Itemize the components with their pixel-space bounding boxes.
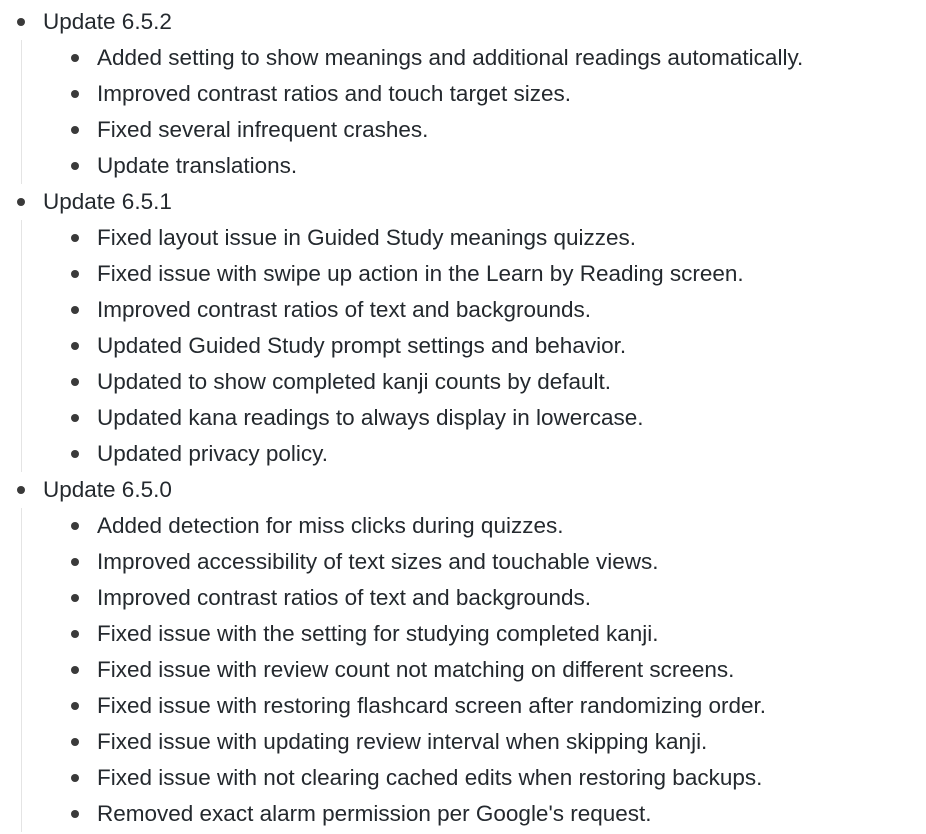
- bullet-icon: [71, 270, 79, 278]
- list-item-text: • Updated privacy policy.: [97, 441, 328, 466]
- bullet-icon: [71, 594, 79, 602]
- version-item-list: [0, 220, 926, 472]
- list-item-text: • Fixed issue with the setting for studying completed kanji.: [97, 621, 659, 646]
- list-item: [0, 292, 926, 328]
- bullet-icon: [71, 450, 79, 458]
- list-item-text: • Improved contrast ratios of text and backgrounds.: [97, 585, 592, 610]
- list-item: [0, 580, 926, 616]
- list-item: [0, 508, 926, 544]
- bullet-icon: [17, 486, 25, 494]
- version-group: [0, 472, 926, 832]
- list-item: [0, 400, 926, 436]
- list-item-text: • Fixed layout issue in Guided Study meanings quizzes.: [97, 225, 637, 250]
- list-item-text: • Removed exact alarm permission per Google's request.: [97, 801, 652, 826]
- list-item-text: • Fixed issue with swipe up action in the Learn by Reading screen.: [97, 261, 744, 286]
- version-title: Update 6.5.2: [43, 9, 172, 34]
- list-item-text: • Update translations.: [97, 153, 298, 178]
- list-item-text: • Added detection for miss clicks during quizzes.: [97, 513, 564, 538]
- version-heading: [0, 472, 926, 508]
- bullet-icon: [17, 198, 25, 206]
- bullet-icon: [71, 774, 79, 782]
- list-item-text: • Updated to show completed kanji counts by default.: [97, 369, 612, 394]
- list-item: [0, 148, 926, 184]
- list-item: [0, 796, 926, 832]
- list-item: [0, 40, 926, 76]
- bullet-icon: [17, 18, 25, 26]
- bullet-icon: [71, 414, 79, 422]
- changelog-list: [0, 4, 926, 832]
- bullet-icon: [71, 162, 79, 170]
- list-item: [0, 724, 926, 760]
- bullet-icon: [71, 666, 79, 674]
- list-item: [0, 328, 926, 364]
- bullet-icon: [71, 378, 79, 386]
- bullet-icon: [71, 522, 79, 530]
- list-item: [0, 616, 926, 652]
- list-item: [0, 220, 926, 256]
- version-item-list: [0, 508, 926, 832]
- version-heading: [0, 4, 926, 40]
- bullet-icon: [71, 234, 79, 242]
- bullet-icon: [71, 810, 79, 818]
- list-item: [0, 688, 926, 724]
- list-item: [0, 760, 926, 796]
- list-item: [0, 112, 926, 148]
- version-title: Update 6.5.1: [43, 189, 172, 214]
- bullet-icon: [71, 702, 79, 710]
- list-item-text: • Improved contrast ratios and touch target sizes.: [97, 81, 571, 106]
- version-group: [0, 184, 926, 472]
- list-item: [0, 256, 926, 292]
- version-item-list: [0, 40, 926, 184]
- list-item-text: • Fixed issue with updating review interval when skipping kanji.: [97, 729, 708, 754]
- list-item: [0, 76, 926, 112]
- bullet-icon: [71, 306, 79, 314]
- list-item-text: • Improved accessibility of text sizes and touchable views.: [97, 549, 659, 574]
- list-item-text: • Updated Guided Study prompt settings and behavior.: [97, 333, 627, 358]
- version-title: Update 6.5.0: [43, 477, 172, 502]
- list-item-text: • Added setting to show meanings and additional readings automatically.: [97, 45, 804, 70]
- bullet-icon: [71, 54, 79, 62]
- list-item-text: • Fixed issue with restoring flashcard screen after randomizing order.: [97, 693, 767, 718]
- bullet-icon: [71, 558, 79, 566]
- list-item: [0, 544, 926, 580]
- bullet-icon: [71, 126, 79, 134]
- list-item-text: • Fixed several infrequent crashes.: [97, 117, 429, 142]
- version-heading: [0, 184, 926, 220]
- list-item: [0, 436, 926, 472]
- list-item-text: • Fixed issue with review count not matching on different screens.: [97, 657, 735, 682]
- bullet-icon: [71, 90, 79, 98]
- bullet-icon: [71, 342, 79, 350]
- list-item-text: • Updated kana readings to always display in lowercase.: [97, 405, 644, 430]
- version-group: [0, 4, 926, 184]
- list-item-text: • Improved contrast ratios of text and backgrounds.: [97, 297, 592, 322]
- list-item-text: • Fixed issue with not clearing cached edits when restoring backups.: [97, 765, 763, 790]
- bullet-icon: [71, 738, 79, 746]
- list-item: [0, 652, 926, 688]
- list-item: [0, 364, 926, 400]
- bullet-icon: [71, 630, 79, 638]
